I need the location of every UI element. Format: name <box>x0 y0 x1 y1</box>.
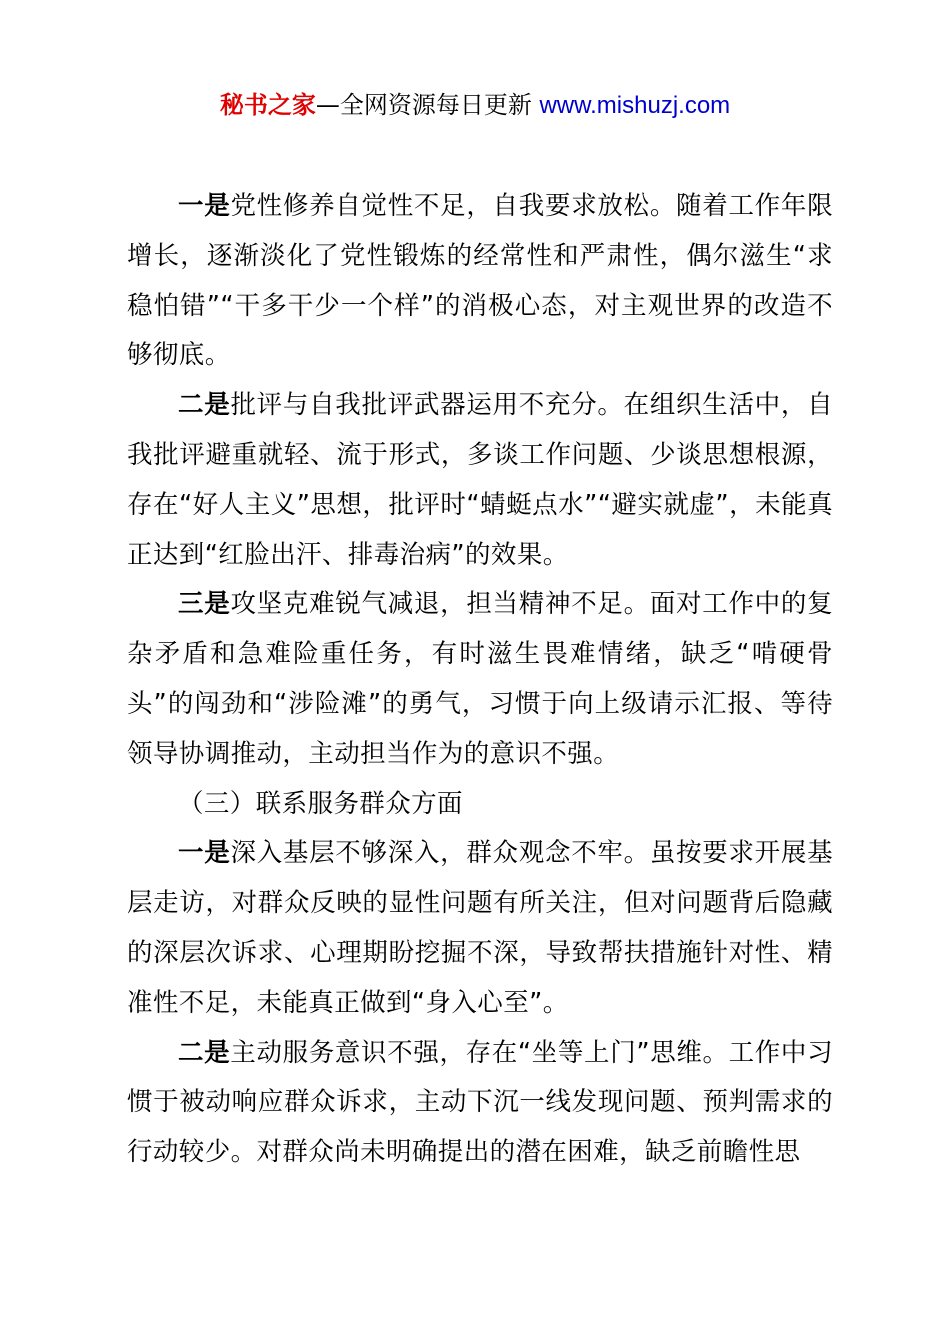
paragraph <box>127 1029 833 1178</box>
paragraph-lead: 二是 <box>178 390 231 421</box>
paragraph-lead: 一是 <box>178 191 231 221</box>
section-heading-text: （三）联系服务群众方面 <box>178 788 463 819</box>
paragraph-lead: 三是 <box>178 589 231 620</box>
paragraph-text: 攻坚克难锐气减退，担当精神不足。面对工作中的复杂矛盾和急难险重任务，有时滋生畏难情绪，缺乏“啃硬骨头”的闯劲和“涉险滩”的勇气，习惯于向上级请示汇报、等待领导协调推动，主动担当作为的意识不强。 <box>127 589 833 769</box>
paragraph-lead: 一是 <box>178 838 231 869</box>
paragraph <box>127 829 833 1028</box>
paragraph <box>127 381 833 580</box>
paragraph <box>127 580 833 779</box>
paragraph-text: 深入基层不够深入，群众观念不牢。虽按要求开展基层走访，对群众反映的显性问题有所关注，但对问题背后隐藏的深层次诉求、心理期盼挖掘不深，导致帮扶措施针对性、精准性不足，未能真正做到“身入心至”。 <box>127 838 833 1018</box>
site-url-link[interactable]: www.mishuzj.com <box>539 92 731 119</box>
paragraph-text: 党性修养自觉性不足，自我要求放松。随着工作年限增长，逐渐淡化了党性锻炼的经常性和严肃性，偶尔滋生“求稳怕错”“干多干少一个样”的消极心态，对主观世界的改造不够彻底。 <box>127 191 833 371</box>
paragraph <box>127 182 833 381</box>
document-body <box>127 182 833 1178</box>
paragraph-text: 批评与自我批评武器运用不充分。在组织生活中，自我批评避重就轻、流于形式，多谈工作问题、少谈思想根源，存在“好人主义”思想，批评时“蜻蜓点水”“避实就虚”，未能真正达到“红脸出汗、排毒治病”的效果。 <box>127 390 833 570</box>
brand-name: 秘书之家 <box>219 91 316 119</box>
paragraph-text: 主动服务意识不强，存在“坐等上门”思维。工作中习惯于被动响应群众诉求，主动下沉一线发现问题、预判需求的行动较少。对群众尚未明确提出的潜在困难，缺乏前瞻性思 <box>127 1037 833 1168</box>
paragraph-lead: 二是 <box>178 1037 231 1068</box>
section-heading <box>127 780 833 830</box>
site-header <box>0 88 950 123</box>
header-slogan: —全网资源每日更新 <box>315 91 532 119</box>
